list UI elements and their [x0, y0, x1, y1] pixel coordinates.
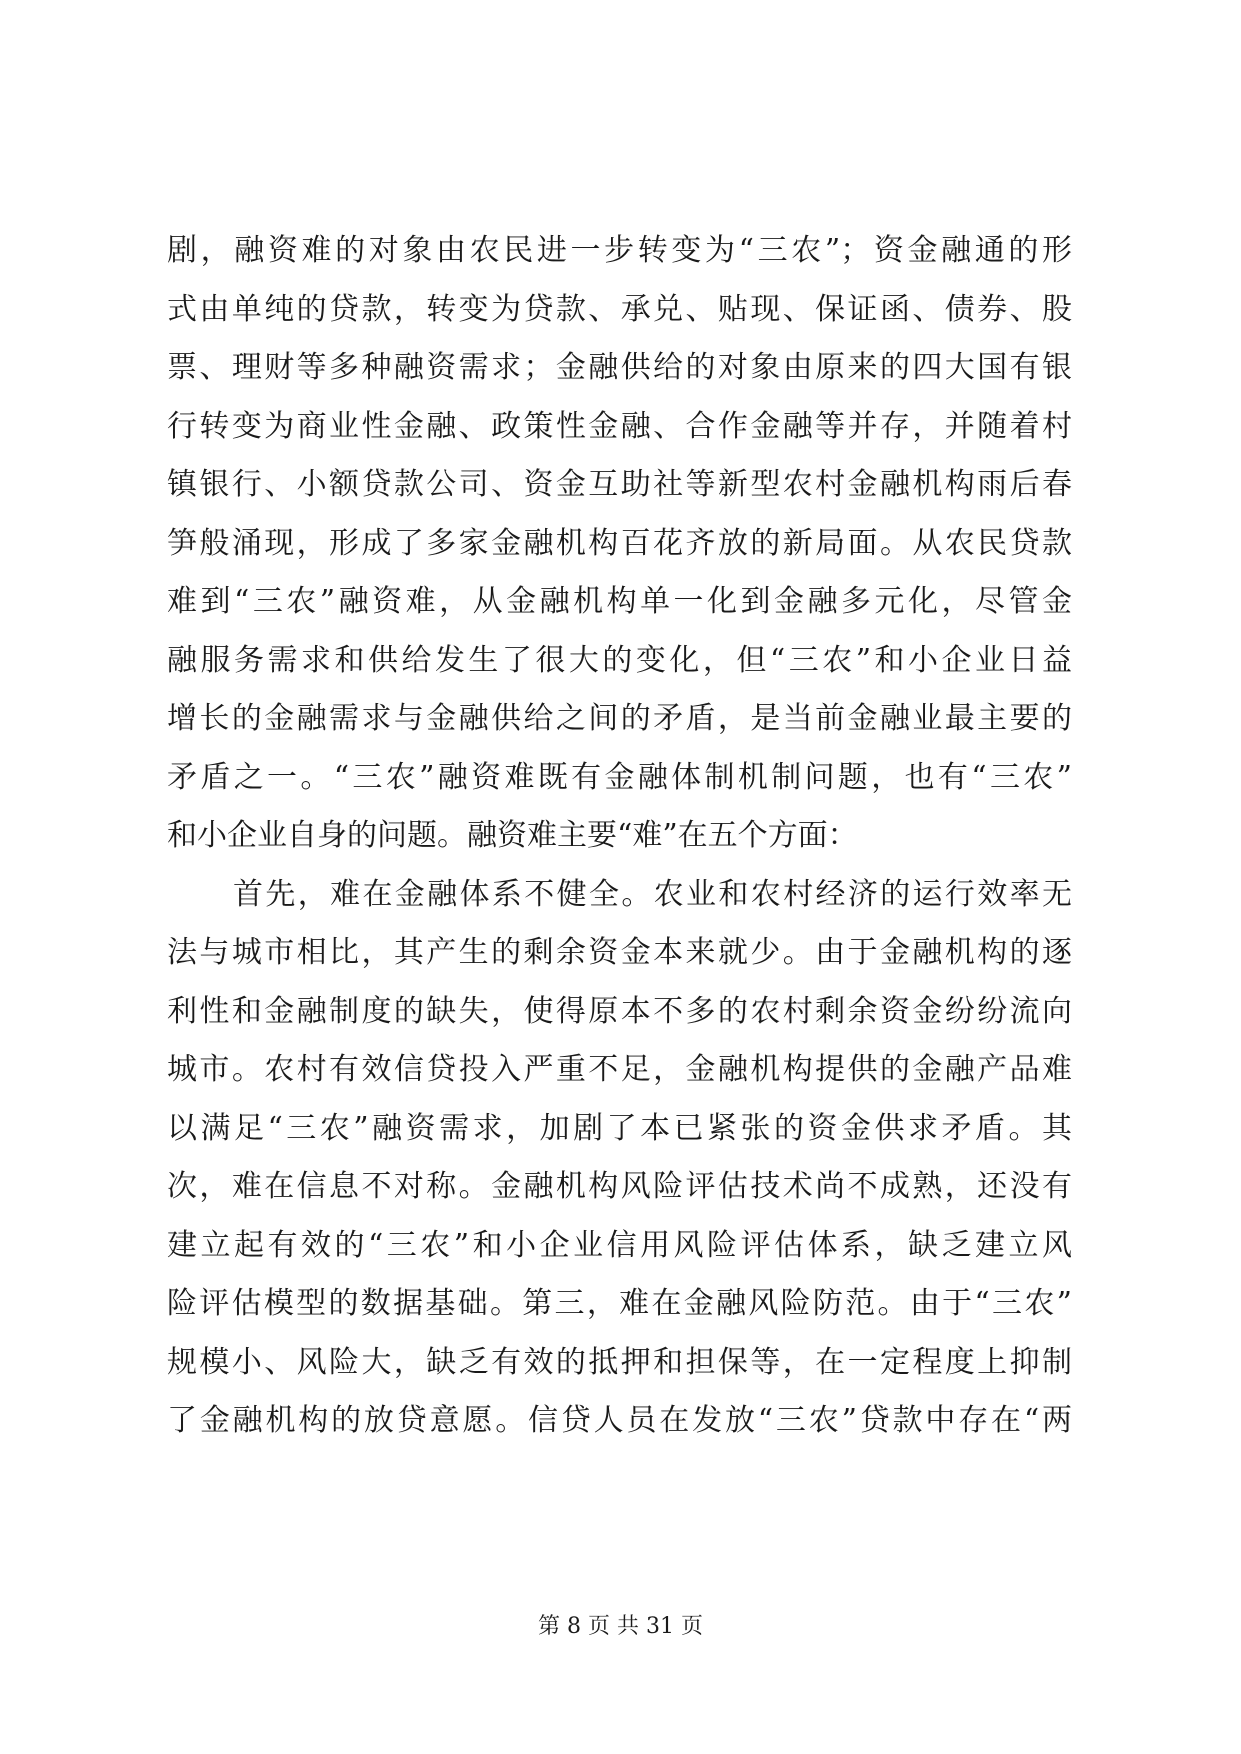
text-line: 建立起有效的“三农”和小企业信用风险评估体系，缺乏建立风	[167, 1227, 1072, 1263]
text-line: 难到“三农”融资难，从金融机构单一化到金融多元化，尽管金	[167, 584, 1072, 619]
text-line: 融服务需求和供给发生了很大的变化，但“三农”和小企业日益	[167, 642, 1072, 678]
text-line: 规模小、风险大，缺乏有效的抵押和担保等，在一定程度上抑制	[167, 1344, 1072, 1380]
text-line: 矛盾之一。“三农”融资难既有金融体制机制问题，也有“三农”	[167, 759, 1072, 795]
text-line: 笋般涌现，形成了多家金融机构百花齐放的新局面。从农民贷款	[167, 525, 1072, 561]
text-line: 镇银行、小额贷款公司、资金互助社等新型农村金融机构雨后春	[167, 467, 1072, 502]
text-line: 利性和金融制度的缺失，使得原本不多的农村剩余资金纷纷流向	[167, 993, 1072, 1029]
text-line: 行转变为商业性金融、政策性金融、合作金融等并存，并随着村	[167, 408, 1072, 444]
text-line: 次，难在信息不对称。金融机构风险评估技术尚不成熟，还没有	[167, 1169, 1072, 1204]
text-line: 票、理财等多种融资需求；金融供给的对象由原来的四大国有银	[167, 350, 1072, 385]
text-line: 剧，融资难的对象由农民进一步转变为“三农”；资金融通的形	[167, 233, 1072, 268]
text-line: 法与城市相比，其产生的剩余资金本来就少。由于金融机构的逐	[167, 935, 1072, 970]
text-line: 城市。农村有效信贷投入严重不足，金融机构提供的金融产品难	[167, 1052, 1072, 1087]
body-text	[167, 222, 1072, 1451]
text-line: 险评估模型的数据基础。第三，难在金融风险防范。由于“三农”	[167, 1286, 1072, 1321]
text-line: 了金融机构的放贷意愿。信贷人员在发放“三农”贷款中存在“两	[167, 1403, 1072, 1438]
text-line: 式由单纯的贷款，转变为贷款、承兑、贴现、保证函、债券、股	[167, 291, 1072, 327]
text-line: 和小企业自身的问题。融资难主要“难”在五个方面：	[167, 818, 858, 853]
text-line: 增长的金融需求与金融供给之间的矛盾，是当前金融业最主要的	[167, 701, 1072, 736]
text-line: 首先，难在金融体系不健全。农业和农村经济的运行效率无	[233, 876, 1072, 912]
page-number-footer: 第 8 页 共 31 页	[538, 1614, 703, 1639]
text-line: 以满足“三农”融资需求，加剧了本已紧张的资金供求矛盾。其	[167, 1110, 1072, 1146]
